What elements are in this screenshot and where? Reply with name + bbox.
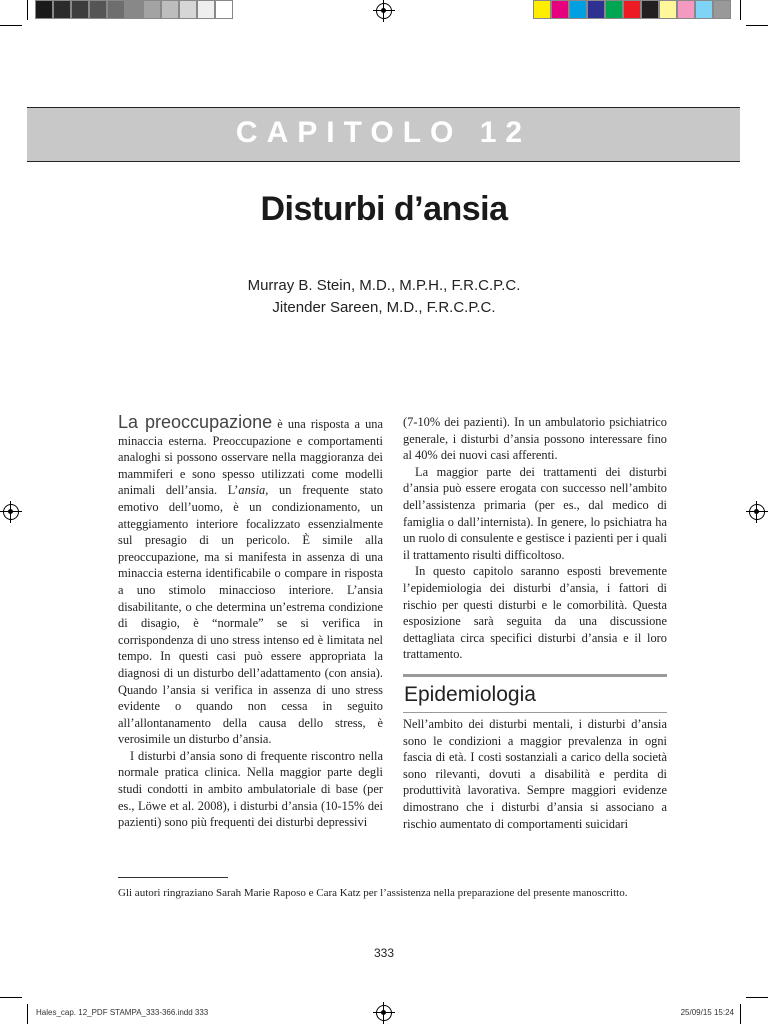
paragraph-text: , un frequente stato emotivo dell’uomo, è un condizionamento, un atteggiamento interiore focalizzato essenzialmente sul presagio di un pericolo. È simile alla preoccupazione, ma si manifesta in assenza di una minaccia esterna identificabile o compare in risposta a uno stimolo minaccioso interiore. L’ansia disabilitante, o che determina un’estrema condizione di disagio, è “normale” se si verifica in corrispondenza di uno stress intenso ed è limitata nel tempo. In questi casi può essere appropriata la diagnosi di un disturbo dell’adattamento (con ansia). Quando l’ansia si verifica in assenza di uno stress evidente o quando non cessa in seguito all’allontanamento della causa dello stress, è verosimile un disturbo d’ansia. [118,483,383,747]
left-column [118,414,383,831]
registration-mark-icon [376,1005,392,1021]
chapter-title: Disturbi d’ansia [260,190,508,228]
emphasis-term: ansia [238,483,266,498]
color-swatch [143,0,161,19]
color-swatch [89,0,107,19]
color-swatch [161,0,179,19]
color-swatch [71,0,89,19]
color-swatch [35,0,53,19]
color-swatch [569,0,587,19]
section-title: Epidemiologia [404,683,536,706]
paragraph-text: è una risposta a una minaccia esterna. Preoccupazione e comportamenti analoghi si possono osservare nella maggioranza dei mammiferi e sono spesso utilizzati come modelli animali dell’ansia. L’ [118,417,383,498]
crop-mark [27,1004,28,1024]
crop-mark [0,25,22,26]
footnote-rule [118,877,228,878]
paragraph: (7-10% dei pazienti). In un ambulatorio psichiatrico generale, i disturbi d’ansia possono interessare fino al 40% dei nuovi casi afferenti. [403,415,667,463]
slug-timestamp: 25/09/15 15:24 [680,1008,734,1017]
paragraph: La maggior parte dei trattamenti dei disturbi d’ansia può essere erogata con successo nell’ambito dell’assistenza primaria (per es., dal medico di famiglia o dall’internista). In genere, lo psichiatra ha un ruolo di consulente e gestisce i pazienti per i quali il trattamento risulti difficoltoso. [403,464,667,562]
right-column [403,414,667,663]
color-swatch [197,0,215,19]
paragraph: Nell’ambito dei disturbi mentali, i disturbi d’ansia sono le condizioni a maggior prevalenza in ogni fascia di età. I costi sostanziali a carico della società sono rilevanti, dovuti a disabilità e perdita di produttività lavorativa. Sempre maggiori evidenze dimostrano che i disturbi d’ansia si associano a rischio aumentato di comportamenti suicidari [403,717,667,831]
crop-mark [0,997,22,998]
color-swatch [677,0,695,19]
lead-in: La preoccupazione [118,412,273,432]
right-column-continued [403,716,667,832]
color-swatch [107,0,125,19]
color-swatch [623,0,641,19]
author-2: Jitender Sareen, M.D., F.R.C.P.C. [272,299,496,316]
crop-mark [740,0,741,20]
registration-mark-icon [3,504,19,520]
color-swatch [53,0,71,19]
color-swatch [605,0,623,19]
section-rule [403,712,667,713]
color-swatch [533,0,551,19]
paragraph: In questo capitolo saranno esposti brevemente l’epidemiologia dei disturbi d’ansia, i fattori di rischio per questi disturbi e le comorbilità. Questa esposizione sarà seguita da una discussione dettagliata circa specifici disturbi d’ansia e il loro trattamento. [403,564,667,662]
chapter-label: CAPITOLO 12 [235,116,532,149]
grayscale-color-bar [35,0,233,19]
color-swatch [659,0,677,19]
color-swatch [713,0,731,19]
color-swatch [179,0,197,19]
color-swatch [641,0,659,19]
slug-file-info: Hales_cap. 12_PDF STAMPA_333-366.indd 333 [36,1008,209,1017]
paragraph [118,414,383,748]
crop-mark [740,1004,741,1024]
crop-mark [746,25,768,26]
color-swatch [551,0,569,19]
cmyk-color-bar [533,0,731,19]
author-1: Murray B. Stein, M.D., M.P.H., F.R.C.P.C. [247,277,521,294]
section-heading-block [403,674,667,713]
crop-mark [27,0,28,20]
chapter-band [27,107,740,162]
footnote: Gli autori ringraziano Sarah Marie Raposo e Cara Katz per l’assistenza nella preparazione del presente manoscritto. [118,887,628,899]
registration-mark-icon [749,504,765,520]
page-number: 333 [373,946,395,960]
color-swatch [587,0,605,19]
paragraph: I disturbi d’ansia sono di frequente riscontro nella normale pratica clinica. Nella maggior parte degli studi condotti in ambito ambulatoriale di base (per es., Löwe et al. 2008), i disturbi d’ansia (10-15% dei pazienti) sono più frequenti dei disturbi depressivi [118,748,383,830]
crop-mark [746,997,768,998]
color-swatch [125,0,143,19]
color-swatch [695,0,713,19]
registration-mark-icon [376,3,392,19]
color-swatch [215,0,233,19]
